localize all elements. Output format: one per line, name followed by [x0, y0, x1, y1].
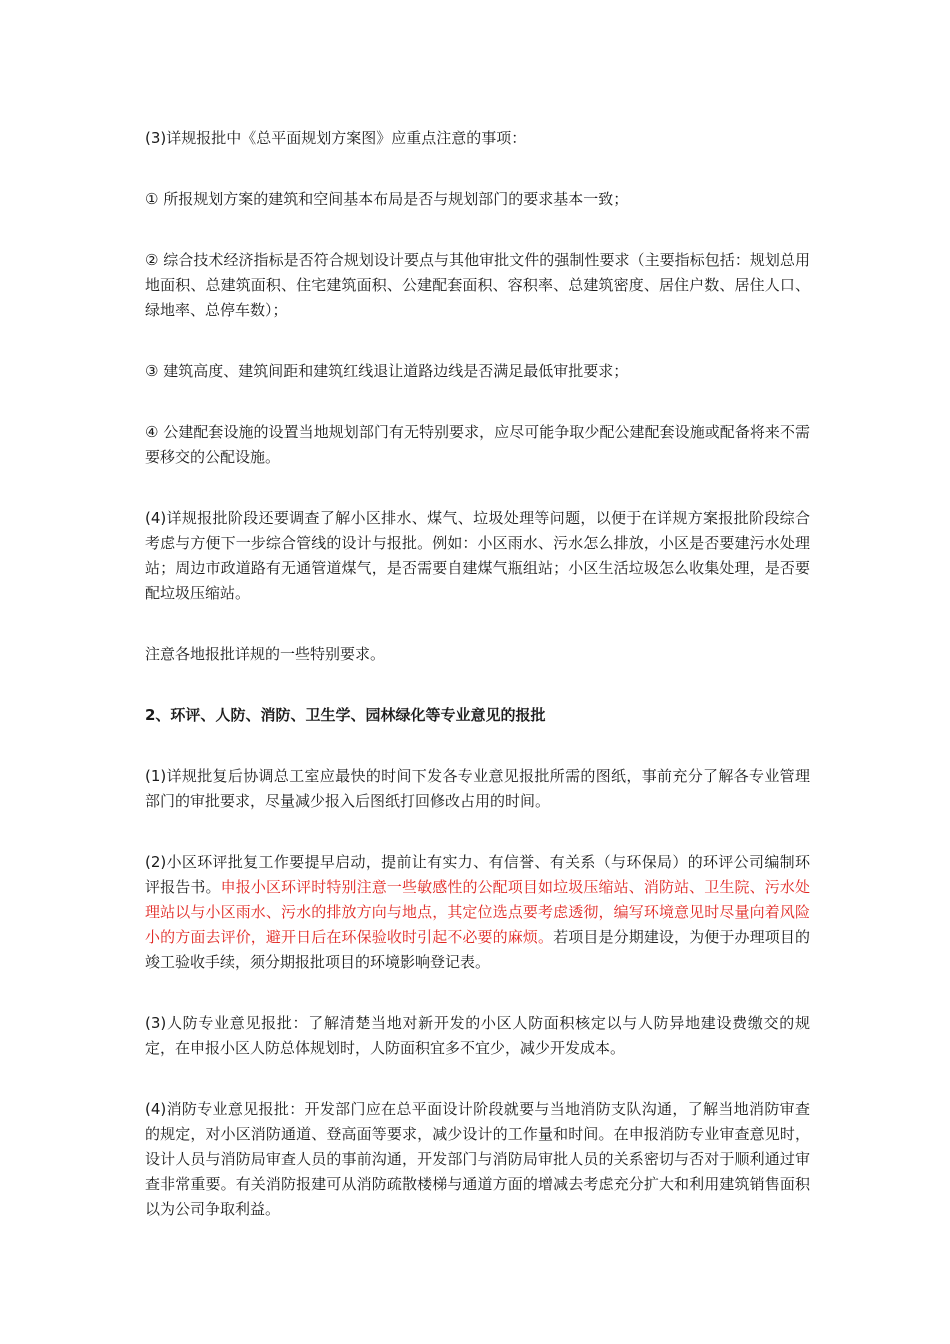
- paragraph-environmental-review: [145, 850, 810, 975]
- paragraph-item-4: ④ 公建配套设施的设置当地规划部门有无特别要求，应尽可能争取少配公建配套设施或配备将来不需要移交的公配设施。: [145, 423, 810, 466]
- paragraph-item-3: ③ 建筑高度、建筑间距和建筑红线退让道路边线是否满足最低审批要求；: [145, 362, 629, 380]
- env-review-phased: 若项目是分期建设，为便于办理项目的竣工验收手续，须分期报批项目的环境影响登记表。: [145, 928, 810, 971]
- paragraph-fire-protection: (4)消防专业意见报批：开发部门应在总平面设计阶段就要与当地消防支队沟通，了解当地消防审查的规定，对小区消防通道、登高面等要求，减少设计的工作量和时间。在申报消防专业审查意见时，设计人员与消防局审查人员的事前沟通，开发部门与消防局审批人员的关系密切与否对于顺利通过审查非常重要。有关消防报建可从消防疏散楼梯与通道方面的增减去考虑充分扩大和利用建筑销售面积以为公司争取利益。: [145, 1100, 810, 1218]
- env-review-highlight: 申报小区环评时特别注意一些敏感性的公配项目如垃圾压缩站、消防站、卫生院、污水处理站以与小区雨水、污水的排放方向与地点，其定位选点要考虑透彻，编写环境意见时尽量向着风险小的方面去评价，避开日后在环保验收时引起不必要的麻烦。: [145, 878, 810, 946]
- section-heading: 2、环评、人防、消防、卫生学、园林绿化等专业意见的报批: [145, 706, 546, 724]
- paragraph-civil-defense: (3)人防专业意见报批：了解清楚当地对新开发的小区人防面积核定以与人防异地建设费缴交的规定，在申报小区人防总体规划时，人防面积宜多不宜少，减少开发成本。: [145, 1014, 810, 1057]
- paragraph-drawings-issue: (1)详规批复后协调总工室应最快的时间下发各专业意见报批所需的图纸，事前充分了解各专业管理部门的审批要求，尽量减少报入后图纸打回修改占用的时间。: [145, 767, 810, 810]
- paragraph-special-requirements: 注意各地报批详规的一些特别要求。: [145, 645, 386, 663]
- paragraph-item-2: ② 综合技术经济指标是否符合规划设计要点与其他审批文件的强制性要求（主要指标包括：规划总用地面积、总建筑面积、住宅建筑面积、公建配套面积、容积率、总建筑密度、居住户数、居住人口、绿地率、总停车数）；: [145, 251, 810, 319]
- env-review-intro: (2)小区环评批复工作要提早启动，提前让有实力、有信誉、有关系（与环保局）的环评公司编制环评报告书。: [145, 853, 810, 896]
- paragraph-total-plan-notes: (3)详规报批中《总平面规划方案图》应重点注意的事项：: [145, 129, 527, 147]
- paragraph-detailed-plan-survey: (4)详规报批阶段还要调查了解小区排水、煤气、垃圾处理等问题，以便于在详规方案报批阶段综合考虑与方便下一步综合管线的设计与报批。例如：小区雨水、污水怎么排放，小区是否要建污水处理站；周边市政道路有无通管道煤气，是否需要自建煤气瓶组站；小区生活垃圾怎么收集处理，是否要配垃圾压缩站。: [145, 509, 810, 602]
- document-body: [145, 126, 810, 1222]
- paragraph-item-1: ① 所报规划方案的建筑和空间基本布局是否与规划部门的要求基本一致；: [145, 190, 629, 208]
